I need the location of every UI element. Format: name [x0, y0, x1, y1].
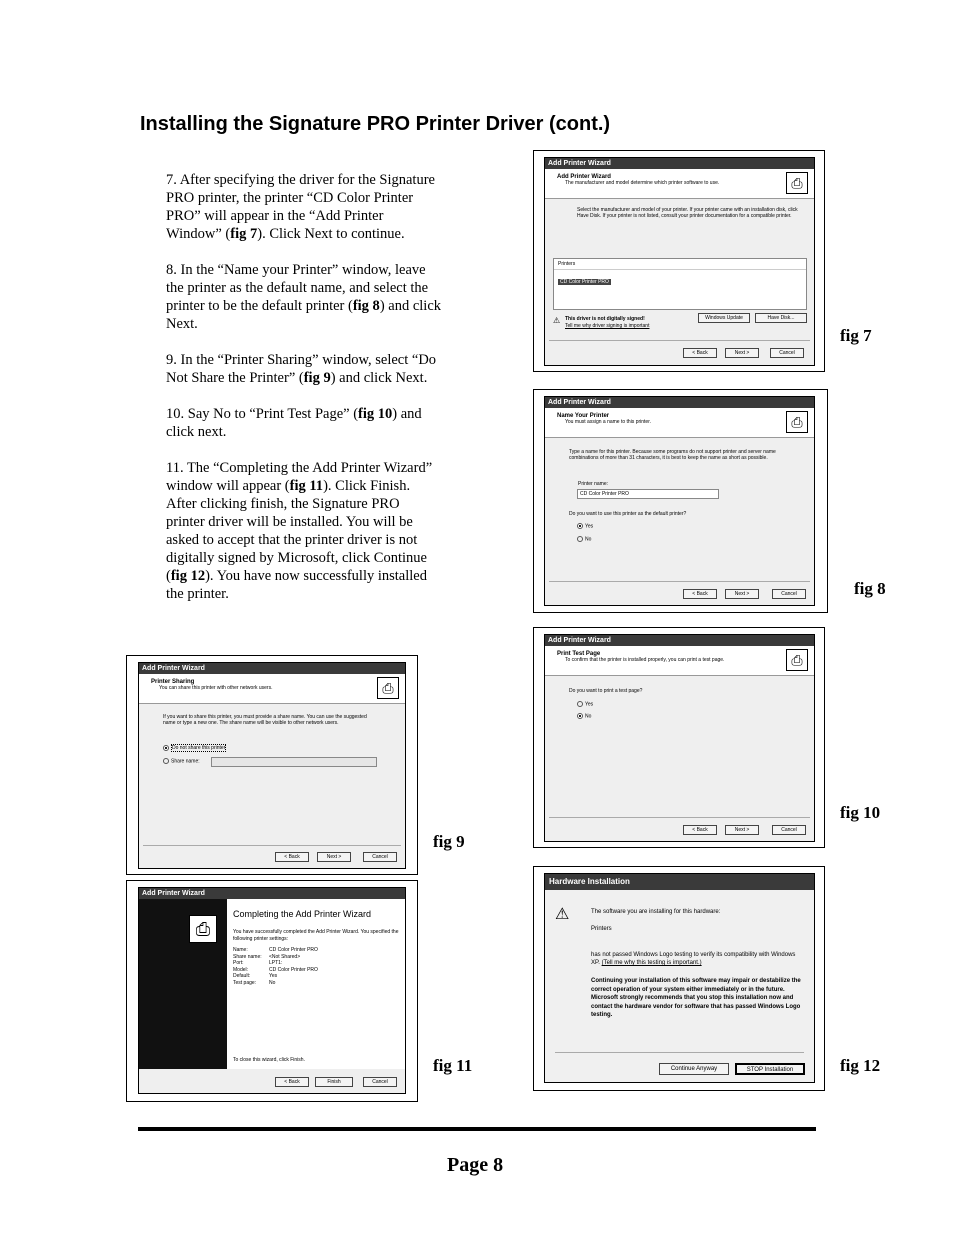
fig10-header-title: Print Test Page: [557, 651, 601, 657]
step-9: 9. In the “Printer Sharing” window, select “Do Not Share the Printer” (fig 9) and click Next.: [166, 352, 437, 386]
fig7-header-title: Add Printer Wizard: [557, 174, 611, 180]
fig12-testing-link[interactable]: (Tell me why this testing is important.): [601, 960, 702, 966]
warning-icon: ⚠: [553, 316, 561, 325]
fig8-description: Type a name for this printer. Because some programs do not support printer and server name combinations of more than 31 characters, it is best to keep the name as short as possible.: [569, 449, 776, 461]
fig12-window: [544, 873, 815, 1083]
fig12-bold-warning: Continuing your installation of this software may impair or destabilize the correct operation of your system either immediately or in the future. Microsoft strongly recommends that you stop this installation now and contact the hardware vendor for software that has passed Windows Logo testing.: [591, 978, 801, 1018]
have-disk-button[interactable]: Have Disk...: [755, 313, 807, 323]
fig9-next-button[interactable]: Next >: [317, 852, 351, 862]
radio-icon: [163, 758, 169, 764]
fig9-no-share-option[interactable]: Do not share this printer: [163, 745, 226, 751]
fig9-header-subtitle: You can share this printer with other network users.: [159, 685, 273, 691]
fig8-window: [544, 396, 815, 606]
fig7-warning-text: This driver is not digitally signed!: [565, 316, 645, 322]
fig9-header: [139, 674, 405, 704]
fig10-header: [545, 646, 814, 676]
step-11: 11. The “Completing the Add Printer Wizard” window will appear (fig 11). Click Finish. After clicking finish, the Signature PRO printer driver will be installed. You will be asked to accept that the printer driver is not digitally signed by Microsoft, click Continue (fig 12). You have now successfully installed the printer.: [166, 460, 433, 602]
fig10-separator: [549, 817, 810, 818]
fig12-label: fig 12: [840, 1056, 881, 1075]
fig10-next-button[interactable]: Next >: [725, 825, 759, 835]
step-7: 7. After specifying the driver for the Signature PRO printer, the printer “CD Color Printer PRO” will appear in the “Add Printer Window” (fig 7). Click Next to continue.: [166, 172, 435, 242]
fig9-window: [138, 662, 406, 869]
fig8-label: fig 8: [854, 579, 886, 598]
printer-icon: ⎙: [377, 677, 399, 699]
fig10-question: Do you want to print a test page?: [569, 688, 643, 694]
fig10-cancel-button[interactable]: Cancel: [772, 825, 806, 835]
fig8-next-button[interactable]: Next >: [725, 589, 759, 599]
fig9-description: If you want to share this printer, you must provide a share name. You can use the suggested name or type a new one. The share name will be visible to other network users.: [163, 714, 367, 726]
fig12-line1: The software you are installing for this hardware:: [591, 909, 721, 915]
fig11-row: Test page: No: [233, 979, 276, 986]
fig8-header-title: Name Your Printer: [557, 413, 610, 419]
printer-icon: ⎙: [189, 915, 217, 943]
fig7-back-button[interactable]: < Back: [683, 348, 717, 358]
fig7-list-header: Printers: [554, 259, 806, 270]
warning-icon: ⚠: [555, 906, 570, 923]
fig9-cancel-button[interactable]: Cancel: [363, 852, 397, 862]
radio-icon: [577, 701, 583, 707]
fig8-cancel-button[interactable]: Cancel: [772, 589, 806, 599]
fig12-line3: has not passed Windows Logo testing to verify its compatibility with Windows XP. (Tell me why this testing is important.): [591, 952, 796, 966]
fig8-back-button[interactable]: < Back: [683, 589, 717, 599]
fig7-next-button[interactable]: Next >: [725, 348, 759, 358]
printer-icon: ⎙: [786, 411, 808, 433]
fig11-back-button[interactable]: < Back: [275, 1077, 309, 1087]
radio-icon: [577, 536, 583, 542]
fig12-separator: [555, 1052, 804, 1053]
fig7-titlebar: Add Printer Wizard: [545, 158, 814, 169]
fig8-yes-option[interactable]: Yes: [577, 523, 593, 529]
fig9-share-option[interactable]: Share name:: [163, 758, 200, 764]
fig7-cancel-button[interactable]: Cancel: [770, 348, 804, 358]
fig8-no-option[interactable]: No: [577, 536, 591, 542]
fig11-cancel-button[interactable]: Cancel: [363, 1077, 397, 1087]
fig8-titlebar: Add Printer Wizard: [545, 397, 814, 408]
fig9-titlebar: Add Printer Wizard: [139, 663, 405, 674]
fig10-titlebar: Add Printer Wizard: [545, 635, 814, 646]
fig8-header-subtitle: You must assign a name to this printer.: [565, 419, 651, 425]
fig11-heading: Completing the Add Printer Wizard: [233, 909, 372, 919]
instruction-steps: [166, 171, 441, 621]
fig10-label: fig 10: [840, 803, 881, 822]
step-8: 8. In the “Name your Printer” window, leave the printer as the default name, and select the printer to be the default printer (fig 8) and click Next.: [166, 262, 442, 332]
fig11-row: Model: CD Color Printer PRO: [233, 966, 318, 973]
radio-selected-icon: [577, 713, 583, 719]
fig7-header: [545, 169, 814, 199]
continue-anyway-button[interactable]: Continue Anyway: [659, 1063, 729, 1075]
fig12-titlebar: Hardware Installation: [545, 874, 814, 890]
fig7-header-subtitle: The manufacturer and model determine which printer software to use.: [565, 180, 720, 186]
fig10-back-button[interactable]: < Back: [683, 825, 717, 835]
share-name-input[interactable]: [211, 757, 377, 767]
fig11-intro: You have successfully completed the Add Printer Wizard. You specified the following printer settings:: [233, 929, 399, 942]
fig11-finish-button[interactable]: Finish: [315, 1077, 353, 1087]
fig9-back-button[interactable]: < Back: [275, 852, 309, 862]
fig9-separator: [143, 845, 401, 846]
fig8-name-label: Printer name:: [578, 481, 609, 487]
radio-selected-icon: [577, 523, 583, 529]
printer-icon: ⎙: [786, 649, 808, 671]
fig7-description: Select the manufacturer and model of your printer. If your printer came with an installation disk, click Have Disk. If your printer is not listed, consult your printer documentation for a compatible printer.: [577, 207, 798, 219]
page-number: Page 8: [447, 1154, 504, 1176]
stop-installation-button[interactable]: STOP Installation: [735, 1063, 805, 1075]
fig9-label: fig 9: [433, 832, 465, 851]
fig11-close-text: To close this wizard, click Finish.: [233, 1057, 305, 1063]
printer-name-input[interactable]: CD Color Printer PRO: [577, 489, 719, 499]
fig10-window: [544, 634, 815, 842]
fig10-header-subtitle: To confirm that the printer is installed properly, you can print a test page.: [565, 657, 725, 663]
radio-selected-icon: [163, 745, 169, 751]
fig7-label: fig 7: [840, 326, 872, 345]
fig7-warning-link[interactable]: Tell me why driver signing is important: [565, 323, 650, 329]
fig8-header: [545, 408, 814, 438]
fig9-header-title: Printer Sharing: [151, 679, 195, 685]
fig11-row: Share name: <Not Shared>: [233, 953, 301, 960]
windows-update-button[interactable]: Windows Update: [698, 313, 750, 323]
printer-icon: ⎙: [786, 172, 808, 194]
fig7-printer-list[interactable]: [553, 258, 807, 310]
fig10-no-option[interactable]: No: [577, 713, 591, 719]
fig11-content: [227, 899, 406, 1069]
fig8-default-question: Do you want to use this printer as the default printer?: [569, 511, 687, 517]
fig11-label: fig 11: [433, 1056, 473, 1075]
fig11-row: Name: CD Color Printer PRO: [233, 947, 318, 953]
fig11-side-panel: [139, 899, 227, 1069]
footer-rule: [138, 1127, 816, 1131]
page-heading: Installing the Signature PRO Printer Driver (cont.): [140, 113, 611, 135]
fig7-separator: [549, 340, 810, 341]
fig11-row: Default: Yes: [233, 973, 278, 979]
fig8-separator: [549, 581, 810, 582]
fig10-yes-option[interactable]: Yes: [577, 701, 593, 707]
fig12-line2: Printers: [591, 926, 612, 932]
fig11-window: [138, 887, 406, 1094]
fig7-list-item[interactable]: CD Color Printer PRO: [560, 279, 609, 285]
fig11-titlebar: Add Printer Wizard: [139, 888, 405, 899]
fig11-row: Port: LPT1:: [233, 960, 283, 966]
fig7-window: [544, 157, 815, 366]
step-10: 10. Say No to “Print Test Page” (fig 10) and click next.: [166, 406, 422, 440]
